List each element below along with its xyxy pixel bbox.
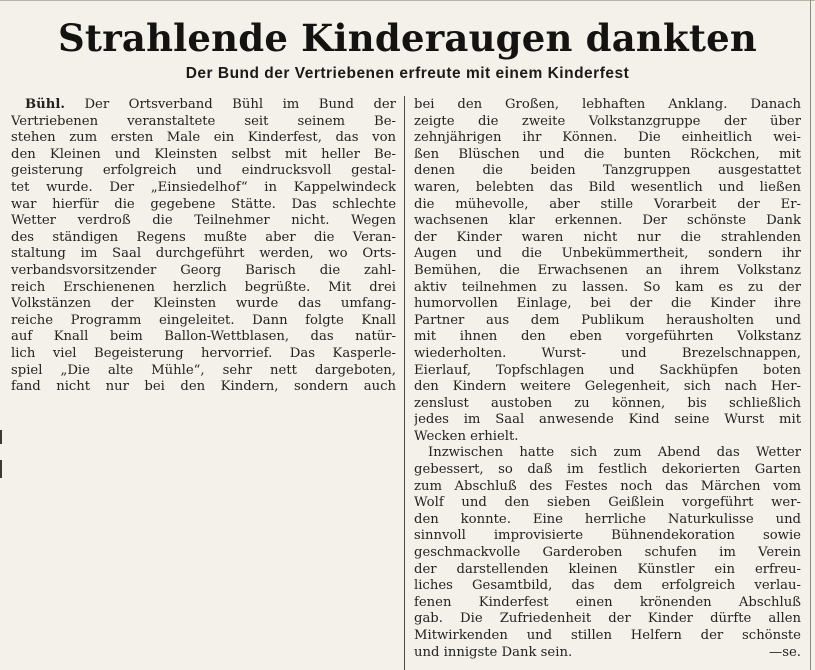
article-text-line: liches Gesamtbild, das dem erfolgreich verlau-	[414, 578, 801, 594]
article-text-line: lich viel Begeisterung hervorrief. Das Kasperle-	[11, 345, 396, 361]
article-text-line: gab. Die Zufriedenheit der Kinder dürfte allen	[414, 611, 801, 627]
article-text-line: sinnvoll improvisierte Bühnendekoration sowie	[414, 528, 801, 544]
article-text-line: gebessert, so daß im festlich dekorierten Garten	[414, 462, 801, 478]
article-text-line: Bemühen, die Erwachsenen an ihrem Volkstanz	[414, 262, 801, 278]
column-divider	[404, 96, 405, 670]
article-text-line: der darstellenden kleinen Künstler ein erfreu-	[414, 561, 801, 577]
article-text-line: wiederholten. Wurst- und Brezelschnappen,	[414, 345, 801, 361]
article-text-line: verbandsvorsitzender Georg Barisch die zahl-	[11, 262, 396, 278]
author-signature: —se.	[769, 644, 801, 660]
dateline-location: Bühl.	[25, 97, 65, 112]
article-text-line: staltung im Saal durchgeführt werden, wo Orts-	[11, 246, 396, 262]
article-text-line: und innigste Dank sein. —se.	[414, 644, 801, 660]
article-text-line: Volkstänzen der Kleinsten wurde das umfang-	[11, 296, 396, 312]
article-text-line: mit ihnen den eben vorgeführten Volkstanz	[414, 329, 801, 345]
article-headline: Strahlende Kinderaugen dankten	[58, 16, 757, 60]
left-edge-mark	[0, 430, 2, 444]
article-text-line: zehnjährigen ihr Können. Die einheitlich wei-	[414, 130, 801, 146]
top-border	[0, 0, 815, 1]
article-text-line: zenslust austoben zu können, bis schließlich	[414, 395, 801, 411]
article-text-line: stehen zum ersten Male ein Kinderfest, das von	[11, 130, 396, 146]
article-text-line: des ständigen Regens mußte aber die Veran-	[11, 229, 396, 245]
article-text-line: den Kindern weitere Gelegenheit, sich nach Her-	[414, 379, 801, 395]
article-text-line: geschmackvolle Garderoben schufen im Verein	[414, 545, 801, 561]
article-text-line: der Kinder waren nicht nur die strahlenden	[414, 229, 801, 245]
left-edge-mark	[0, 460, 2, 478]
article-text-line: jedes im Saal anwesende Kind seine Wurst mit	[414, 412, 801, 428]
article-text-line: humorvollen Einlage, bei der die Kinder ihre	[414, 296, 801, 312]
article-text-line: Mitwirkenden und stillen Helfern der schönste	[414, 628, 801, 643]
article-text-fragment: Der Ortsverband Bühl im Bund der	[64, 97, 396, 112]
article-text-line: Wolf und den sieben Geißlein vorgeführt wer-	[414, 495, 801, 511]
article-text-line: Eierlauf, Topfschlagen und Sackhüpfen boten	[414, 362, 801, 378]
article-text-line: spiel „Die alte Mühle“, sehr nett dargeboten,	[11, 362, 396, 378]
article-text-line: denen die beiden Tanzgruppen ausgestattet	[414, 163, 801, 179]
article-text-line: Wetter verdroß die Teilnehmer nicht. Wegen	[11, 213, 396, 229]
article-text-line: den Kleinen und Kleinsten selbst mit heller Be-	[11, 146, 396, 162]
right-text-column	[414, 97, 801, 661]
article-text-line: Wecken erhielt.	[414, 428, 519, 444]
article-text-line: waren, belebten das Bild wesentlich und ließen	[414, 179, 801, 195]
article-text-line: auf Knall beim Ballon-Wettblasen, das natür-	[11, 329, 396, 345]
article-text-line: Vertriebenen veranstaltete seit seinem Be-	[11, 113, 396, 129]
article-text-line: reiche Programm eingeleitet. Dann folgte Knall	[11, 312, 396, 328]
article-text-line: Inzwischen hatte sich zum Abend das Wetter	[428, 445, 801, 461]
article-text-line: war hierfür die gegebene Stätte. Das schlechte	[11, 196, 396, 212]
article-text-line	[11, 97, 396, 114]
article-text-line: Augen und die Unbekümmertheit, sondern ihr	[414, 246, 801, 262]
article-text-line: fenen Kinderfest einen krönenden Abschluß	[414, 594, 801, 610]
article-text-line: zeigte die zweite Volkstanzgruppe der über	[414, 113, 801, 129]
right-column-rule	[810, 0, 811, 670]
article-text-line: zum Abschluß des Festes noch das Märchen vom	[414, 478, 801, 494]
article-subheadline: Der Bund der Vertriebenen erfreute mit einem Kinderfest	[185, 65, 630, 82]
article-text-line: geisterung erfolgreich und eindrucksvoll gestal-	[11, 163, 396, 179]
left-text-column	[11, 97, 396, 396]
article-text-line: ßen Blüschen und die bunten Röckchen, mit	[414, 146, 801, 162]
article-text-line: fand nicht nur bei den Kindern, sondern auch	[11, 379, 396, 395]
article-text-line: bei den Großen, lebhaften Anklang. Danach	[414, 97, 801, 112]
article-text-line: den konnte. Eine herrliche Naturkulisse und	[414, 511, 801, 527]
article-text-line: wachsenen klar erkennen. Der schönste Dank	[414, 213, 801, 229]
article-text-line: aktiv teilnehmen zu lassen. So kam es zu der	[414, 279, 801, 295]
article-text-line: reich Erschienenen herzlich begrüßte. Mit drei	[11, 279, 396, 295]
article-text-line: tet wurde. Der „Einsiedelhof“ in Kappelwindeck	[11, 179, 396, 195]
article-text-line: Partner aus dem Publikum herausholten und	[414, 312, 801, 328]
article-text-line: die mühevolle, aber stille Vorarbeit der Er-	[414, 196, 801, 212]
